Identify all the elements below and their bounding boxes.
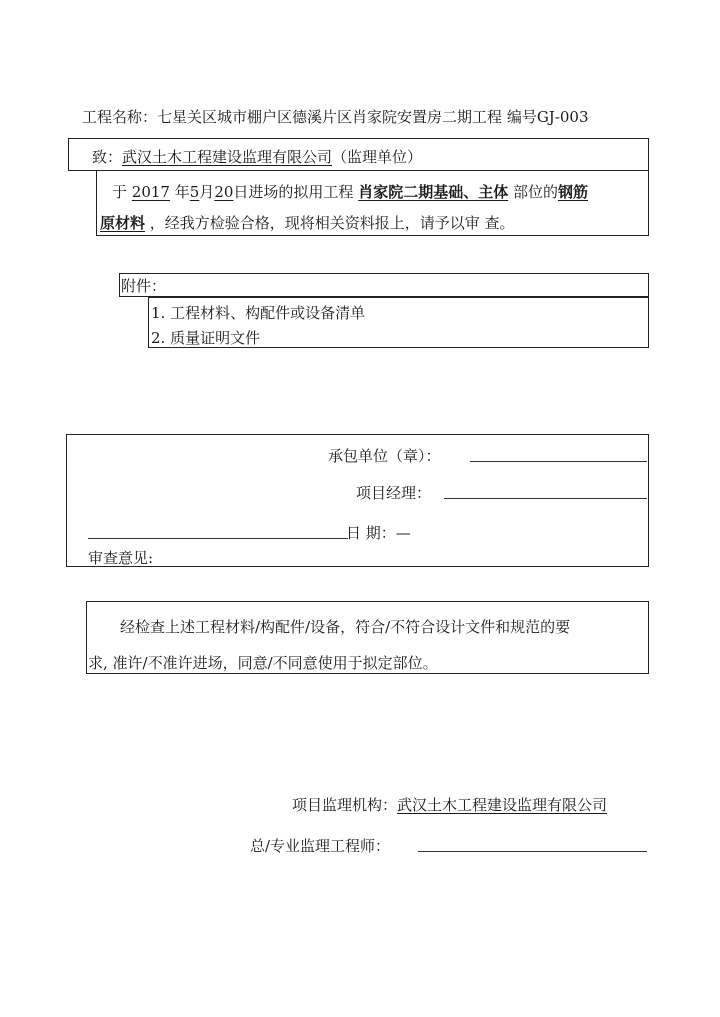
project-part: 肖家院二期基础、主体 [358, 183, 509, 201]
statement-line-1 [112, 181, 588, 202]
entry-month: 5 [189, 183, 200, 201]
date-row [346, 522, 411, 543]
opinion-line-1: 经检查上述工程材料/构配件/设备，符合/不符合设计文件和规范的要 [120, 618, 571, 636]
entry-day: 20 [214, 183, 234, 201]
project-name: 七星关区城市棚户区德溪片区肖家院安置房二期工程 [157, 108, 503, 126]
engineer-signature-line [418, 851, 647, 852]
date-value: — [395, 524, 411, 542]
statement-text: 部位的 [508, 183, 558, 201]
document-number: GJ-003 [536, 108, 589, 126]
contractor-unit-label: 承包单位（章）： [328, 447, 441, 465]
project-manager-line [444, 498, 647, 499]
number-label: 编号 [506, 108, 537, 126]
statement-text: 月 [199, 183, 215, 201]
project-header [82, 106, 589, 127]
attachments-title-box [119, 273, 649, 297]
attachment-item: 2. 质量证明文件 [151, 329, 261, 347]
contractor-unit-row [328, 445, 441, 466]
supervision-org-name: 武汉土木工程建设监理有限公司 [397, 796, 608, 814]
project-manager-row [356, 482, 431, 503]
engineer-row [250, 835, 390, 856]
project-manager-label: 项目经理： [356, 484, 432, 502]
entry-year: 2017 [131, 183, 170, 201]
opinion-line-2: 求, 准许/不准许进场，同意/不同意使用于拟定部位。 [88, 654, 438, 672]
material-name-b: 原材料 [100, 214, 146, 232]
review-label: 审查意见: [88, 549, 154, 567]
supervision-org-label: 项目监理机构： [292, 796, 398, 814]
date-line [88, 538, 348, 539]
statement-text: 于 [112, 183, 132, 201]
attachment-item: 1. 工程材料、构配件或设备清单 [151, 304, 366, 322]
statement-text: 日进场的拟用工程 [233, 183, 359, 201]
attachments-title: 附件： [121, 277, 167, 295]
addressee-line [92, 146, 422, 167]
contractor-unit-line [470, 461, 647, 462]
statement-text: 年 [169, 183, 190, 201]
statement-text: ，经我方检验合格，现将相关资料报上，请予以审 查。 [145, 214, 515, 232]
material-name-a: 钢筋 [557, 183, 588, 201]
project-label: 工程名称： [82, 108, 158, 126]
to-suffix: （监理单位） [332, 148, 423, 166]
supervisor-company: 武汉土木工程建设监理有限公司 [122, 148, 333, 166]
date-label: 日 期： [346, 524, 396, 542]
engineer-label: 总/专业监理工程师： [250, 837, 391, 855]
statement-line-2 [100, 212, 515, 233]
to-label: 致： [92, 148, 123, 166]
supervision-org-row [292, 794, 607, 815]
